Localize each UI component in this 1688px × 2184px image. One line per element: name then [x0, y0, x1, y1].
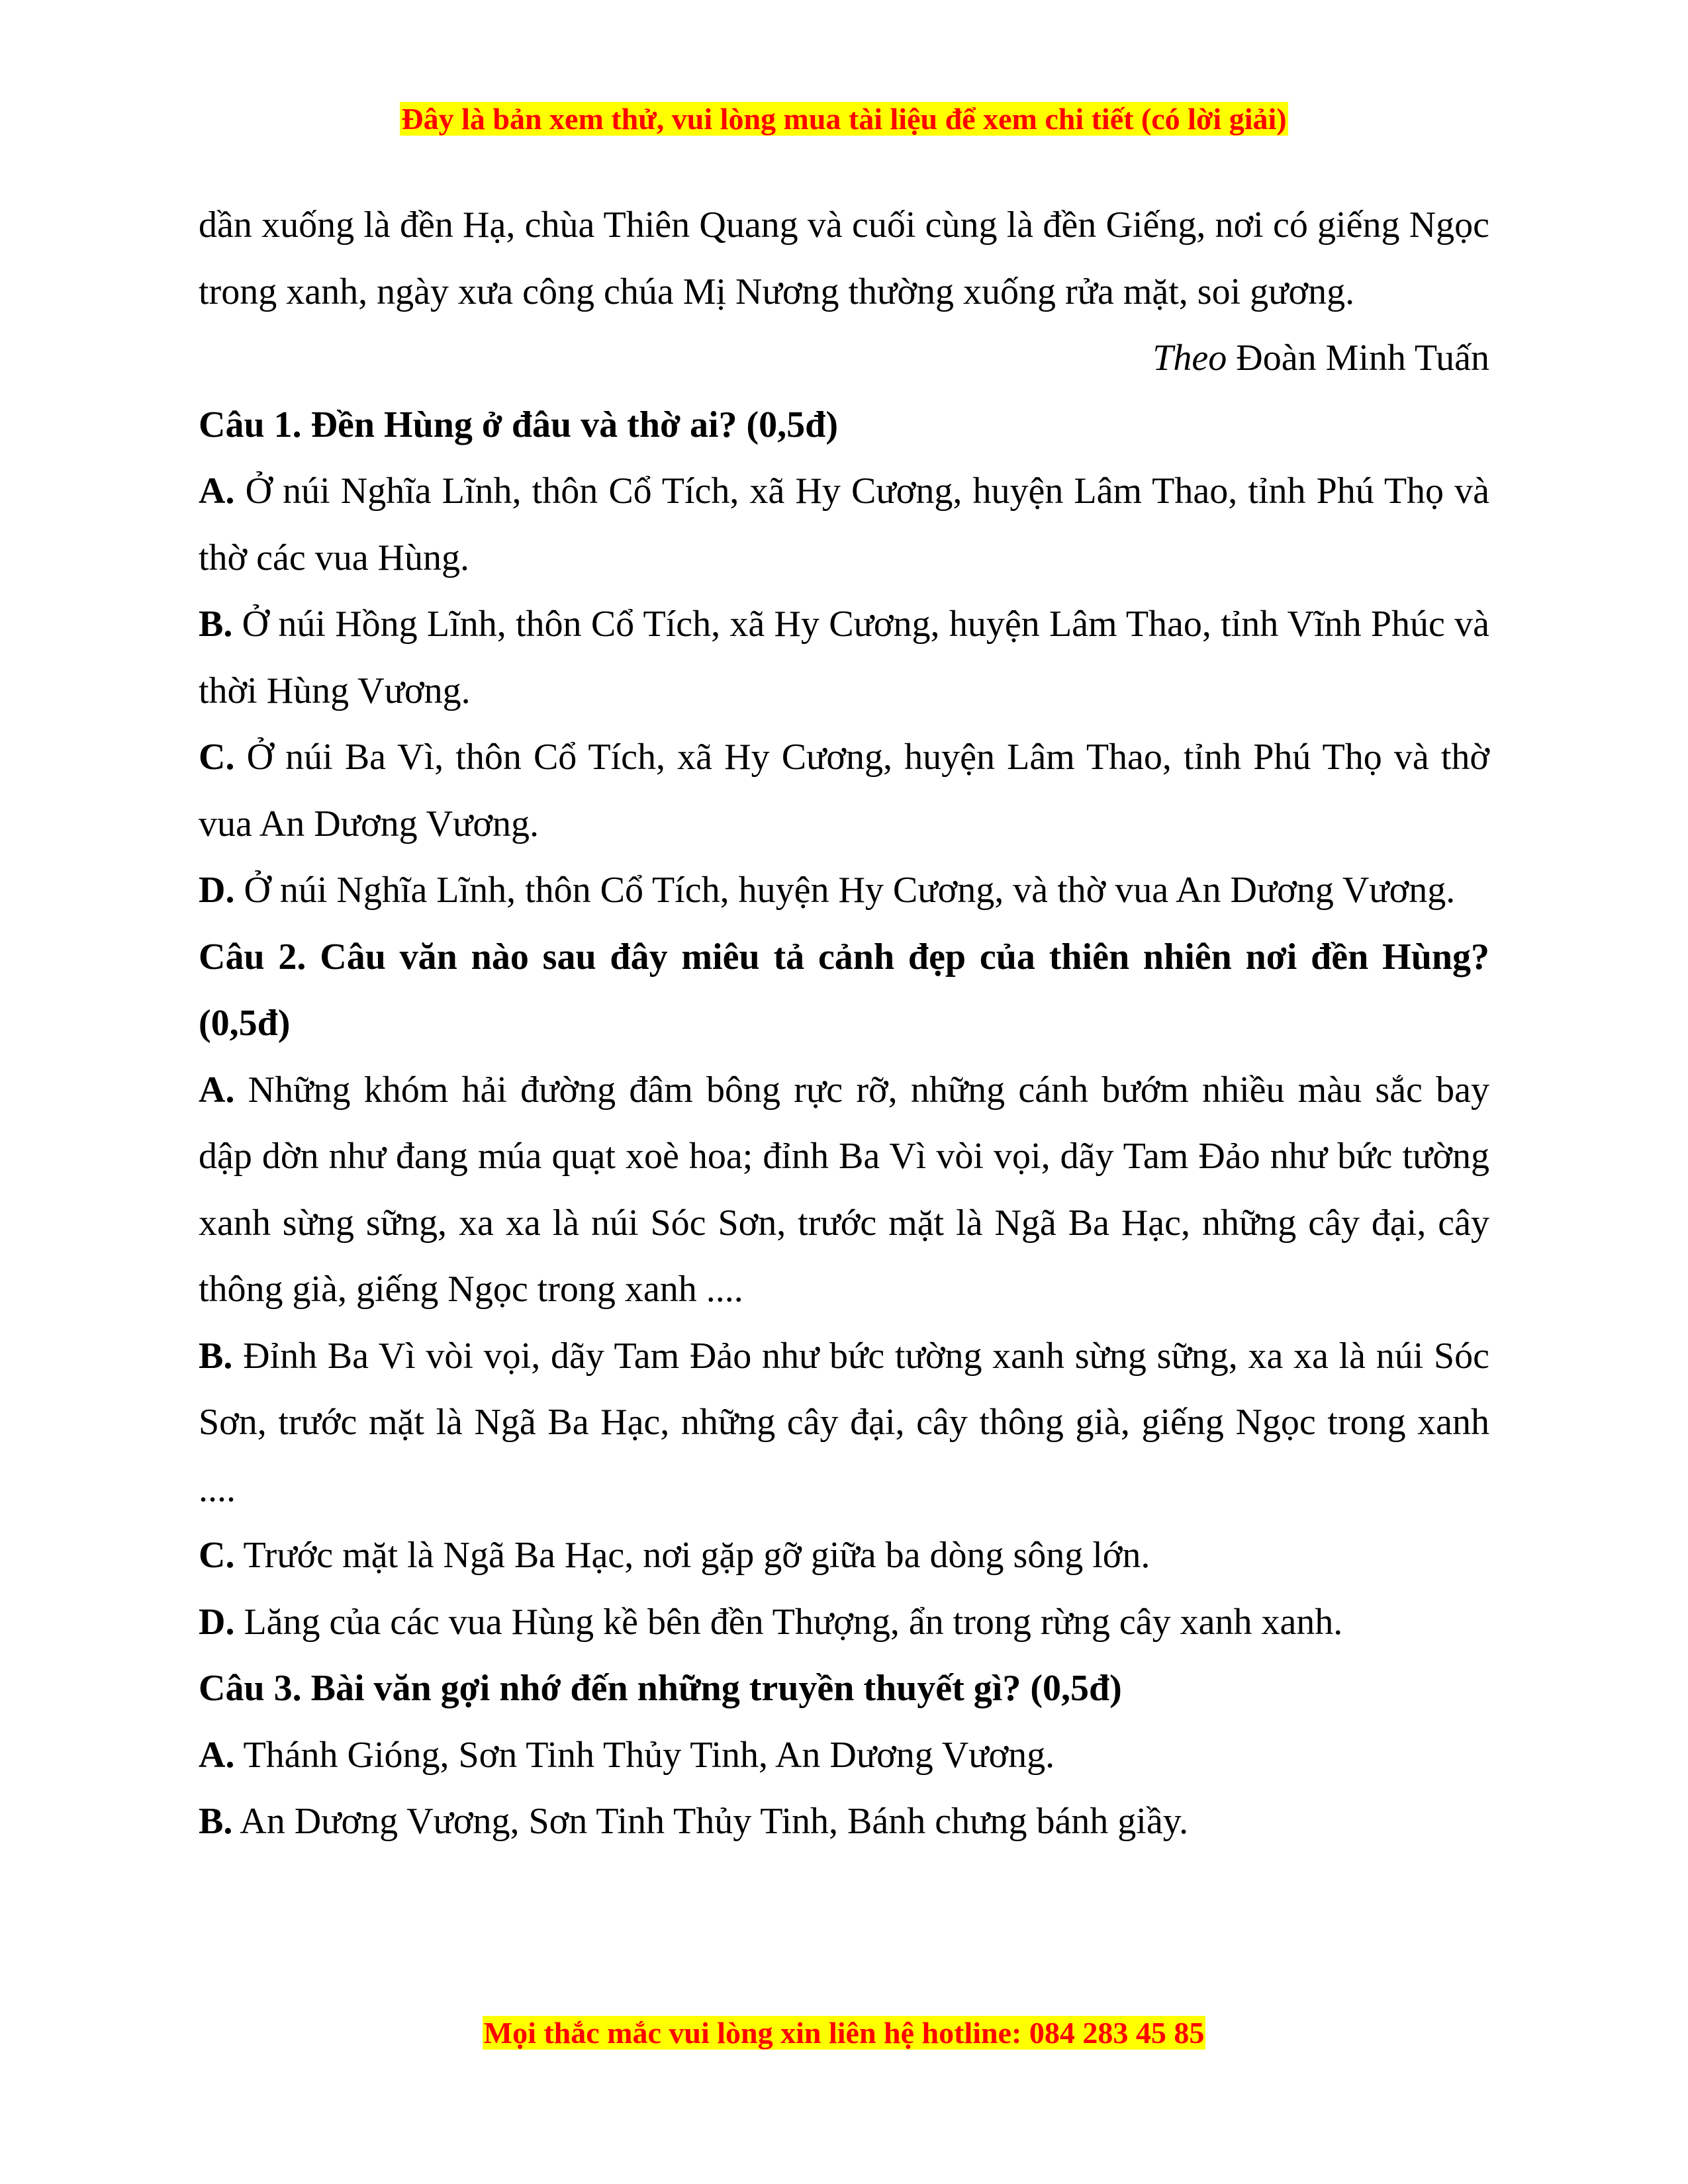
option-text: Trước mặt là Ngã Ba Hạc, nơi gặp gỡ giữa ba dòng sông lớn.	[234, 1535, 1150, 1576]
question-3-option-b	[199, 1788, 1489, 1855]
option-letter: A.	[199, 471, 235, 512]
question-1-option-a	[199, 458, 1489, 591]
option-text: Thánh Gióng, Sơn Tinh Thủy Tinh, An Dương Vương.	[234, 1734, 1055, 1776]
question-1-option-d	[199, 857, 1489, 924]
question-2-option-c	[199, 1522, 1489, 1589]
option-letter: B.	[199, 1335, 233, 1377]
option-text: Ở núi Nghĩa Lĩnh, thôn Cổ Tích, huyện Hy Cương, và thờ vua An Dương Vương.	[234, 870, 1456, 911]
preview-notice-banner	[0, 99, 1688, 139]
question-3-title: Câu 3. Bài văn gợi nhớ đến những truyền thuyết gì? (0,5đ)	[199, 1668, 1122, 1709]
option-text: Ở núi Hồng Lĩnh, thôn Cổ Tích, xã Hy Cương, huyện Lâm Thao, tỉnh Vĩnh Phúc và thời Hùng Vương.	[199, 604, 1489, 711]
option-letter: D.	[199, 870, 235, 911]
question-3-option-a	[199, 1722, 1489, 1789]
hotline-notice-banner	[0, 2013, 1688, 2053]
option-text: Những khóm hải đường đâm bông rực rỡ, những cánh bướm nhiều màu sắc bay dập dờn như đang múa quạt xoè hoa; đỉnh Ba Vì vòi vọi, dãy Tam Đảo như bức tường xanh sừng sững, xa xa là núi Sóc Sơn, trước mặt là Ngã Ba Hạc, những cây đại, cây thông già, giếng Ngọc trong xanh ....	[199, 1069, 1489, 1310]
document-body	[199, 192, 1489, 1855]
question-2-option-b	[199, 1323, 1489, 1523]
option-text: Ở núi Ba Vì, thôn Cổ Tích, xã Hy Cương, huyện Lâm Thao, tỉnh Phú Thọ và thờ vua An Dương Vương.	[199, 737, 1489, 844]
question-2-option-d	[199, 1589, 1489, 1656]
option-letter: B.	[199, 1801, 233, 1842]
passage-paragraph: dần xuống là đền Hạ, chùa Thiên Quang và cuối cùng là đền Giếng, nơi có giếng Ngọc trong xanh, ngày xưa công chúa Mị Nương thường xuống rửa mặt, soi gương.	[199, 205, 1489, 312]
question-1-title: Câu 1. Đền Hùng ở đâu và thờ ai? (0,5đ)	[199, 404, 838, 445]
option-letter: A.	[199, 1069, 235, 1111]
option-letter: C.	[199, 737, 235, 778]
option-letter: B.	[199, 604, 233, 645]
option-text: Lăng của các vua Hùng kề bên đền Thượng, ẩn trong rừng cây xanh xanh.	[234, 1601, 1343, 1643]
option-letter: C.	[199, 1535, 235, 1576]
hotline-notice-text: Mọi thắc mắc vui lòng xin liên hệ hotline: 084 283 45 85	[483, 2016, 1205, 2050]
question-2-title: Câu 2. Câu văn nào sau đây miêu tả cảnh đẹp của thiên nhiên nơi đền Hùng? (0,5đ)	[199, 936, 1489, 1044]
option-letter: A.	[199, 1734, 235, 1776]
attribution	[199, 325, 1489, 392]
preview-notice-text: Đây là bản xem thử, vui lòng mua tài liệu để xem chi tiết (có lời giải)	[401, 102, 1287, 136]
option-text: An Dương Vương, Sơn Tinh Thủy Tinh, Bánh chưng bánh giầy.	[232, 1801, 1189, 1842]
attribution-author: Đoàn Minh Tuấn	[1227, 338, 1489, 379]
question-2-option-a	[199, 1057, 1489, 1323]
option-letter: D.	[199, 1601, 235, 1643]
option-text: Đỉnh Ba Vì vòi vọi, dãy Tam Đảo như bức tường xanh sừng sững, xa xa là núi Sóc Sơn, trước mặt là Ngã Ba Hạc, những cây đại, cây thông già, giếng Ngọc trong xanh ....	[199, 1335, 1489, 1510]
option-text: Ở núi Nghĩa Lĩnh, thôn Cổ Tích, xã Hy Cương, huyện Lâm Thao, tỉnh Phú Thọ và thờ các vua Hùng.	[199, 471, 1489, 578]
attribution-prefix: Theo	[1152, 338, 1227, 379]
question-1-option-b	[199, 591, 1489, 724]
question-1-option-c	[199, 724, 1489, 857]
